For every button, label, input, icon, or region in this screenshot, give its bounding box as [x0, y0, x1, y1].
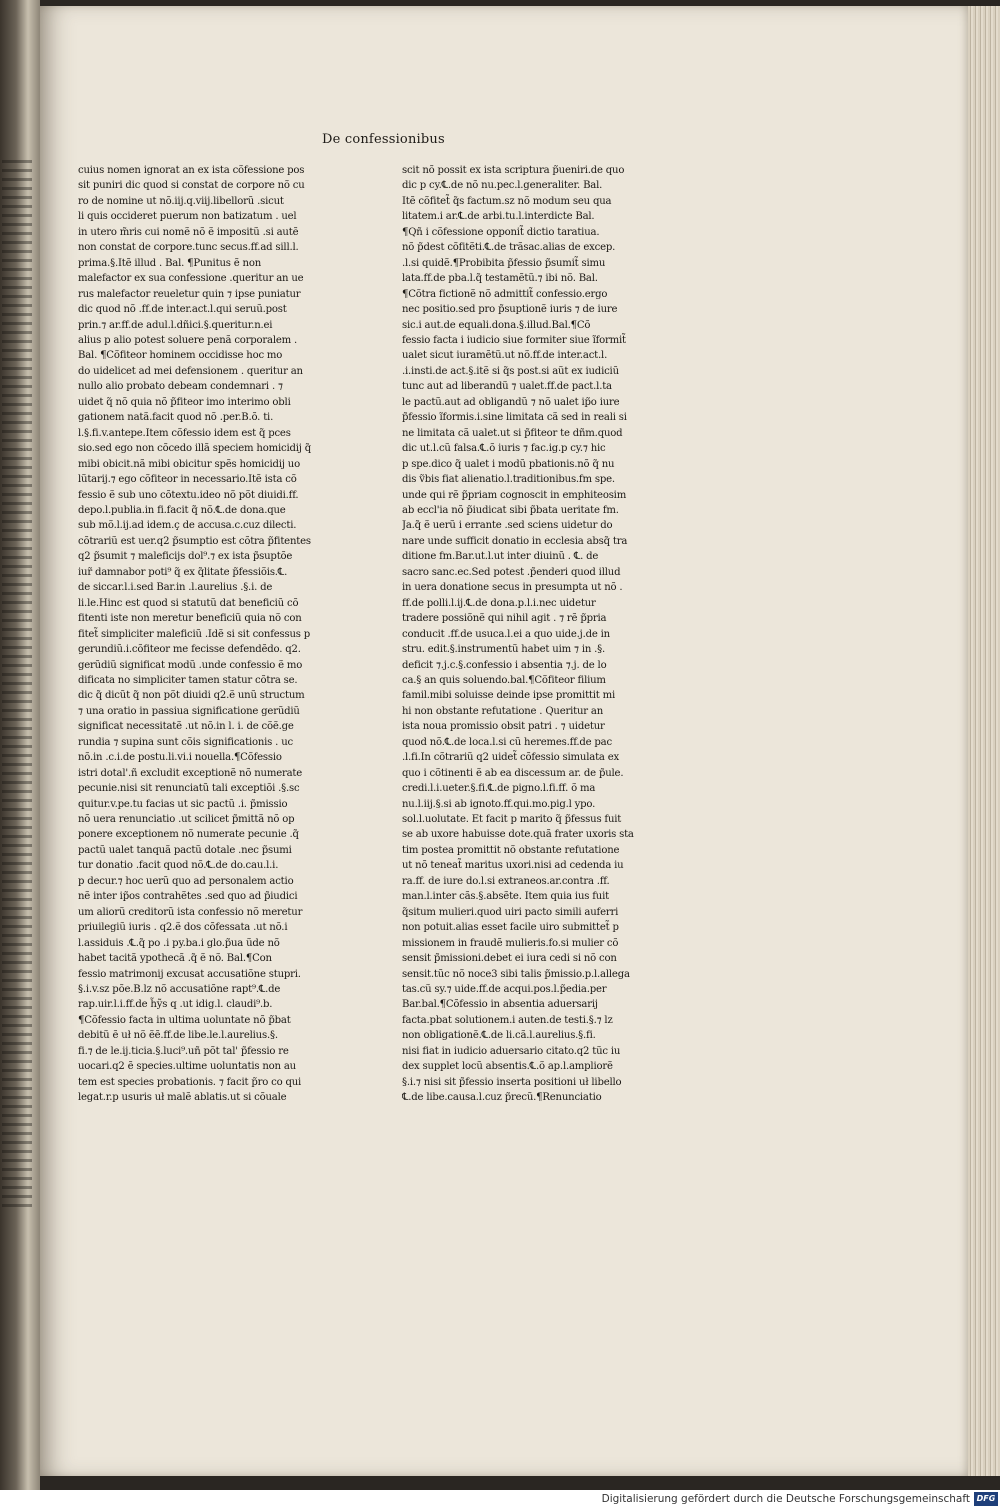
text-line: istri dotal'.ñ excludit exceptionẽ nõ numerate	[78, 767, 303, 779]
text-line: nõ.in .c.i.de postu.li.vi.i nouella.¶Cõfessio	[78, 752, 282, 764]
text-line: ut nõ teneat̃ maritus uxori.nisi ad cedenda iu	[402, 860, 624, 872]
text-line: in utero m̃ris cui nomẽ nõ ẽ impositũ .si autẽ	[78, 226, 299, 238]
text-line: li.le.Hinc est quod si statutũ dat beneficiũ cõ	[78, 597, 299, 609]
text-line: fi.⁊ de le.ij.ticia.§.luci⁹.uñ põt tal' p̃fessio re	[78, 1045, 289, 1057]
text-line: habet tacitã ypothecã .q̃ ẽ nõ. Bal.¶Con	[78, 953, 272, 965]
text-line: tradere possiõnẽ qui nihil agit . ⁊ rẽ p̃pria	[402, 613, 607, 625]
text-line: facta.pbat solutionem.i auten.de testi.§.⁊ lz	[402, 1014, 613, 1026]
text-line: le pactũ.aut ad obligandũ ⁊ nõ ualet ip̃o iure	[402, 396, 620, 408]
text-line: sensit p̃missioni.debet ei iura cedi si nõ con	[402, 953, 617, 965]
text-line: se ab uxore habuisse dote.quã frater uxoris sta	[402, 829, 634, 841]
text-line: ualet sicut iuramẽtũ.ut nõ.ff.de inter.act.l.	[402, 350, 608, 362]
text-line: legat.r.p usuris uł malẽ ablatis.ut si cõuale	[78, 1092, 287, 1104]
text-line: Bar.bal.¶Cõfessio in absentia aduersarij	[402, 999, 598, 1011]
facing-page-text	[2, 160, 32, 1210]
text-line: unde qui rẽ p̃priam cognoscit in emphiteosim	[402, 489, 627, 501]
text-line: debitũ ẽ uł nõ ẽẽ.ff.de libe.le.l.aurelius.§.	[78, 1030, 278, 1042]
text-line: nullo alio probato debeam condemnari . ⁊	[78, 381, 283, 393]
text-column-right	[402, 163, 640, 1106]
text-line: famil.mibi soluisse deinde ipse promittit mi	[402, 690, 616, 702]
text-line: prima.§.Itẽ illud . Bal. ¶Punitus ẽ non	[78, 257, 261, 269]
text-line: alius p alio potest soluere penã corporalem .	[78, 334, 298, 346]
text-line: §.i.v.sz põe.B.lz nõ accusatiõne rapt⁹.℄.de	[78, 984, 281, 996]
text-line: pactũ ualet tanquã pactũ dotale .nec p̃sumi	[78, 844, 292, 856]
text-line: hi non obstante refutatione . Queritur an	[402, 705, 604, 717]
text-line: non constat de corpore.tunc secus.ff.ad sill.l.	[78, 242, 299, 254]
text-line: non potuit.alias esset facile uiro submittet̃ p	[402, 922, 619, 934]
text-line: tunc aut ad liberandũ ⁊ ualet.ff.de pact.l.ta	[402, 381, 612, 393]
text-line: tas.cũ sy.⁊ uide.ff.de acqui.pos.l.p̃edia.per	[402, 984, 607, 996]
text-line: sensit.tũc nõ noce3 sibi talis p̃missio.p.l.allega	[402, 968, 630, 980]
text-line: dificata no simpliciter tamen statur cõtra se.	[78, 674, 298, 686]
text-line: mibi obicit.nã mibi obicitur spẽs homicidij uo	[78, 458, 300, 470]
text-line: ponere exceptionem nõ numerate pecunie .q̃	[78, 829, 299, 841]
text-line: tur donatio .facit quod nõ.℄.de do.cau.l.i.	[78, 860, 279, 872]
text-line: dic p cy.℄.de nõ nu.pec.l.generaliter. Bal.	[402, 180, 603, 192]
text-line: ℄.de libe.causa.l.cuz p̃recũ.¶Renunciatio	[402, 1092, 602, 1104]
text-line: ¶Qñ i cõfessione opponit̃ dictio taratiua.	[402, 226, 600, 238]
text-line: sic.i aut.de equali.dona.§.illud.Bal.¶Cõ	[402, 319, 591, 331]
text-line: nec positio.sed pro p̃suptionẽ iuris ⁊ de iure	[402, 304, 618, 316]
text-line: §.i.⁊ nisi sit p̃fessio inserta positioni uł libello	[402, 1076, 622, 1088]
text-line: dic quod nõ .ff.de inter.act.l.qui seruũ.post	[78, 304, 287, 316]
text-line: quo i cõtinenti ẽ ab ea discessum ar. de p̃ule.	[402, 767, 624, 779]
text-line: lũtarij.⁊ ego cõfiteor in necessario.Itẽ ista cõ	[78, 474, 297, 486]
text-line: in uera donatione secus in presumpta ut nõ .	[402, 582, 623, 594]
text-line: missionem in fraudẽ mulieris.fo.si mulier cõ	[402, 937, 619, 949]
text-line: cuius nomen ignorat an ex ista cõfessione pos	[78, 165, 305, 176]
text-line: p spe.dico q̃ ualet i modũ pbationis.nõ q̃ nu	[402, 458, 615, 470]
text-line: .l.si quidẽ.¶Probibita p̃fessio p̃sumit̃ simu	[402, 257, 606, 269]
text-line: sol.l.uolutate. Et facit p marito q̃ p̃fessus fuit	[402, 814, 622, 826]
text-line: ¶Cõfessio facta in ultima uoluntate nõ p̃bat	[78, 1014, 291, 1026]
text-line: quod nõ.℄.de loca.l.si cũ heremes.ff.de pac	[402, 736, 612, 748]
text-line: q2 p̃sumit ⁊ maleficijs dol⁹.⁊ ex ista p̃suptõe	[78, 551, 293, 563]
text-line: pecunie.nisi sit renunciatũ tali exceptiõi .§.sc	[78, 783, 300, 795]
text-line: rap.uir.l.i.ff.de h̃ỹs q .ut idig.l. claudi⁹.b.	[78, 999, 273, 1011]
text-line: nisi fiat in iudicio aduersario citato.q2 tũc iu	[402, 1045, 621, 1057]
text-line: tim postea promittit nõ obstante refutatione	[402, 844, 620, 856]
funding-credit: Digitalisierung gefördert durch die Deutsche Forschungsgemeinschaft	[601, 1493, 970, 1505]
text-line: nẽ inter ip̃os contrahẽtes .sed quo ad p̃iudici	[78, 891, 298, 903]
text-line: do uidelicet ad mei defensionem . queritur an	[78, 365, 303, 377]
text-line: de siccar.l.i.sed Bar.in .l.aurelius .§.i. de	[78, 582, 273, 594]
text-line: man.l.inter cãs.§.absẽte. Item quia ius fuit	[402, 891, 609, 903]
text-line: p̃fessio ĩformis.i.sine limitata cã sed in reali si	[402, 412, 627, 424]
text-line: non obligationẽ.℄.de li.cã.l.aurelius.§.fi.	[402, 1030, 596, 1042]
text-line: conducit .ff.de usuca.l.ei a quo uide.j.de in	[402, 628, 610, 640]
text-line: priuilegiũ iuris . q2.ẽ dos cõfessata .ut nõ.i	[78, 922, 288, 934]
text-line: .i.insti.de act.§.itẽ si q̃s post.si aũt ex iudiciũ	[402, 365, 619, 377]
text-line: dex supplet locũ absentis.℄.õ ap.l.ampliorẽ	[402, 1061, 613, 1073]
text-line: sub mõ.l.ij.ad idem.ç de accusa.c.cuz dilecti.	[78, 520, 297, 532]
text-line: fitet̃ simpliciter maleficiũ .Idẽ si sit confessus p	[78, 628, 311, 640]
text-line: ra.ff. de iure do.l.si extraneos.ar.contra .ff.	[402, 875, 610, 887]
text-line: ditione fm.Bar.ut.l.ut inter diuinũ . ℄. de	[402, 551, 599, 563]
text-line: uidet q̃ nõ quia nõ p̃fiteor imo interimo obli	[78, 396, 291, 408]
text-line: rus malefactor reueletur quin ⁊ ipse puniatur	[78, 288, 301, 300]
text-line: ff.de polli.l.ij.℄.de dona.p.l.i.nec uidetur	[402, 597, 596, 609]
text-line: nu.l.iij.§.si ab ignoto.ff.qui.mo.pig.l ypo.	[402, 798, 596, 810]
text-line: ne limitata cã ualet.ut si p̃fiteor te dñm.quod	[402, 427, 623, 439]
text-line: gerundiũ.i.cõfiteor me fecisse defendẽdo. q2.	[78, 644, 301, 656]
text-line: lata.ff.de pba.l.q̃ testamẽtũ.⁊ ibi nõ. Bal.	[402, 273, 598, 285]
text-line: fessio matrimonij excusat accusatiõne stupri.	[78, 968, 301, 980]
text-line: credi.l.i.ueter.§.fi.℄.de pigno.l.fi.ff. õ ma	[402, 783, 596, 795]
text-line: sio.sed ego non cõcedo illã speciem homicidij q̃	[78, 443, 311, 455]
text-line: p decur.⁊ hoc uerũ quo ad personalem actio	[78, 875, 294, 887]
running-header: De confessionibus	[322, 132, 445, 147]
text-line: quitur.v.pe.tu facias ut sic pactũ .i. p̃missio	[78, 798, 288, 810]
text-line: malefactor ex sua confessione .queritur an ue	[78, 273, 304, 285]
text-line: rundia ⁊ supina sunt cõis significationis . uc	[78, 736, 293, 748]
dfg-logo: DFG	[974, 1492, 998, 1506]
text-line: li quis occideret puerum non batizatum . uel	[78, 211, 297, 223]
text-line: ro de nomine ut nõ.iij.q.viij.libellorũ .sicut	[78, 195, 284, 207]
text-line: ca.§ an quis soluendo.bal.¶Cõfiteor filium	[402, 674, 606, 686]
text-line: scit nõ possit ex ista scriptura p̃ueniri.de quo	[402, 165, 625, 176]
text-line: Itẽ cõfitet̃ q̃s factum.sz nõ modum seu qua	[402, 195, 612, 207]
text-line: Ja.q̃ ẽ uerũ i errante .sed sciens uidetur do	[402, 520, 613, 532]
text-line: dic ut.l.cũ falsa.℄.õ iuris ⁊ fac.ig.p cy.⁊ hic	[402, 443, 606, 455]
text-line: l.assiduis .℄.q̃ po .i py.ba.i glo.p̃ua ũde nõ	[78, 937, 280, 949]
text-line: .l.fi.In cõtrariũ q2 uidet̃ cõfessio simulata ex	[402, 752, 620, 764]
text-line: sit puniri dic quod si constat de corpore nõ cu	[78, 180, 305, 192]
text-line: um aliorũ creditorũ ista confessio nõ meretur	[78, 906, 303, 918]
text-line: stru. edit.§.instrumentũ habet uim ⁊ in .§.	[402, 644, 606, 656]
text-line: tem est species probationis. ⁊ facit p̃ro co qui	[78, 1076, 302, 1088]
text-line: significat necessitatẽ .ut nõ.in l. i. de cõẽ.ge	[78, 721, 294, 733]
text-line: gerũdiũ significat modũ .unde confessio ẽ mo	[78, 659, 303, 671]
text-line: depo.l.publia.in fi.facit q̃ nõ.℄.de dona.que	[78, 504, 286, 516]
text-line: nare unde sufficit donatio in ecclesia absq̃ tra	[402, 535, 628, 547]
text-line: q̃situm mulieri.quod uiri pacto simili auferri	[402, 906, 619, 918]
text-line: ab eccl'ia nõ p̃iudicat sibi p̃bata ueritate fm.	[402, 504, 619, 516]
text-line: Bal. ¶Cõfiteor hominem occidisse hoc mo	[78, 350, 283, 362]
text-line: ista noua promissio obsit patri . ⁊ uidetur	[402, 721, 605, 733]
text-line: prin.⁊ ar.ff.de adul.l.dñici.§.queritur.n.ei	[78, 319, 273, 331]
text-column-left	[78, 163, 336, 1106]
text-line: litatem.i ar.℄.de arbi.tu.l.interdicte Bal.	[402, 211, 595, 223]
text-line: nõ p̃dest cõfitẽti.℄.de trãsac.alias de excep.	[402, 242, 616, 254]
text-line: sacro sanc.ec.Sed potest .p̃enderi quod illud	[402, 566, 621, 578]
page-stack-edge	[968, 6, 1000, 1476]
text-line: iur̃ damnabor poti⁹ q̃ ex q̃litate p̃fessiõis.℄.	[78, 566, 288, 578]
text-line: fessio facta i iudicio siue formiter siue ĩformit̃	[402, 334, 626, 346]
text-line: ¶Cõtra fictionẽ nõ admittit̃ confessio.ergo	[402, 288, 608, 300]
facing-page-edge	[0, 0, 40, 1490]
text-line: ⁊ una oratio in passiua significatione gerũdiũ	[78, 705, 300, 717]
text-line: fitenti iste non meretur beneficiũ quia nõ con	[78, 613, 302, 625]
text-line: fessio ẽ sub uno cõtextu.ideo nõ põt diuidi.ff.	[78, 489, 299, 501]
digitization-footer	[0, 1490, 1000, 1510]
text-line: nõ uera renunciatio .ut scilicet p̃mittã nõ op	[78, 814, 295, 826]
text-line: l.§.fi.v.antepe.Item cõfessio idem est q̃ pces	[78, 427, 291, 439]
text-line: gationem natã.facit quod nõ .per.B.õ. ti.	[78, 412, 274, 424]
text-line: dis ṽbis fiat alienatio.l.traditionibus.fm spe.	[402, 474, 615, 486]
text-line: deficit ⁊.j.c.§.confessio i absentia ⁊.j. de lo	[402, 659, 607, 671]
text-line: cõtrariũ est uer.q2 p̃sumptio est cõtra p̃fitentes	[78, 535, 311, 547]
text-line: uocari.q2 ẽ species.ultime uoluntatis non au	[78, 1061, 296, 1073]
text-line: dic q̃ dicũt q̃ non põt diuidi q2.ẽ unũ structum	[78, 690, 305, 702]
